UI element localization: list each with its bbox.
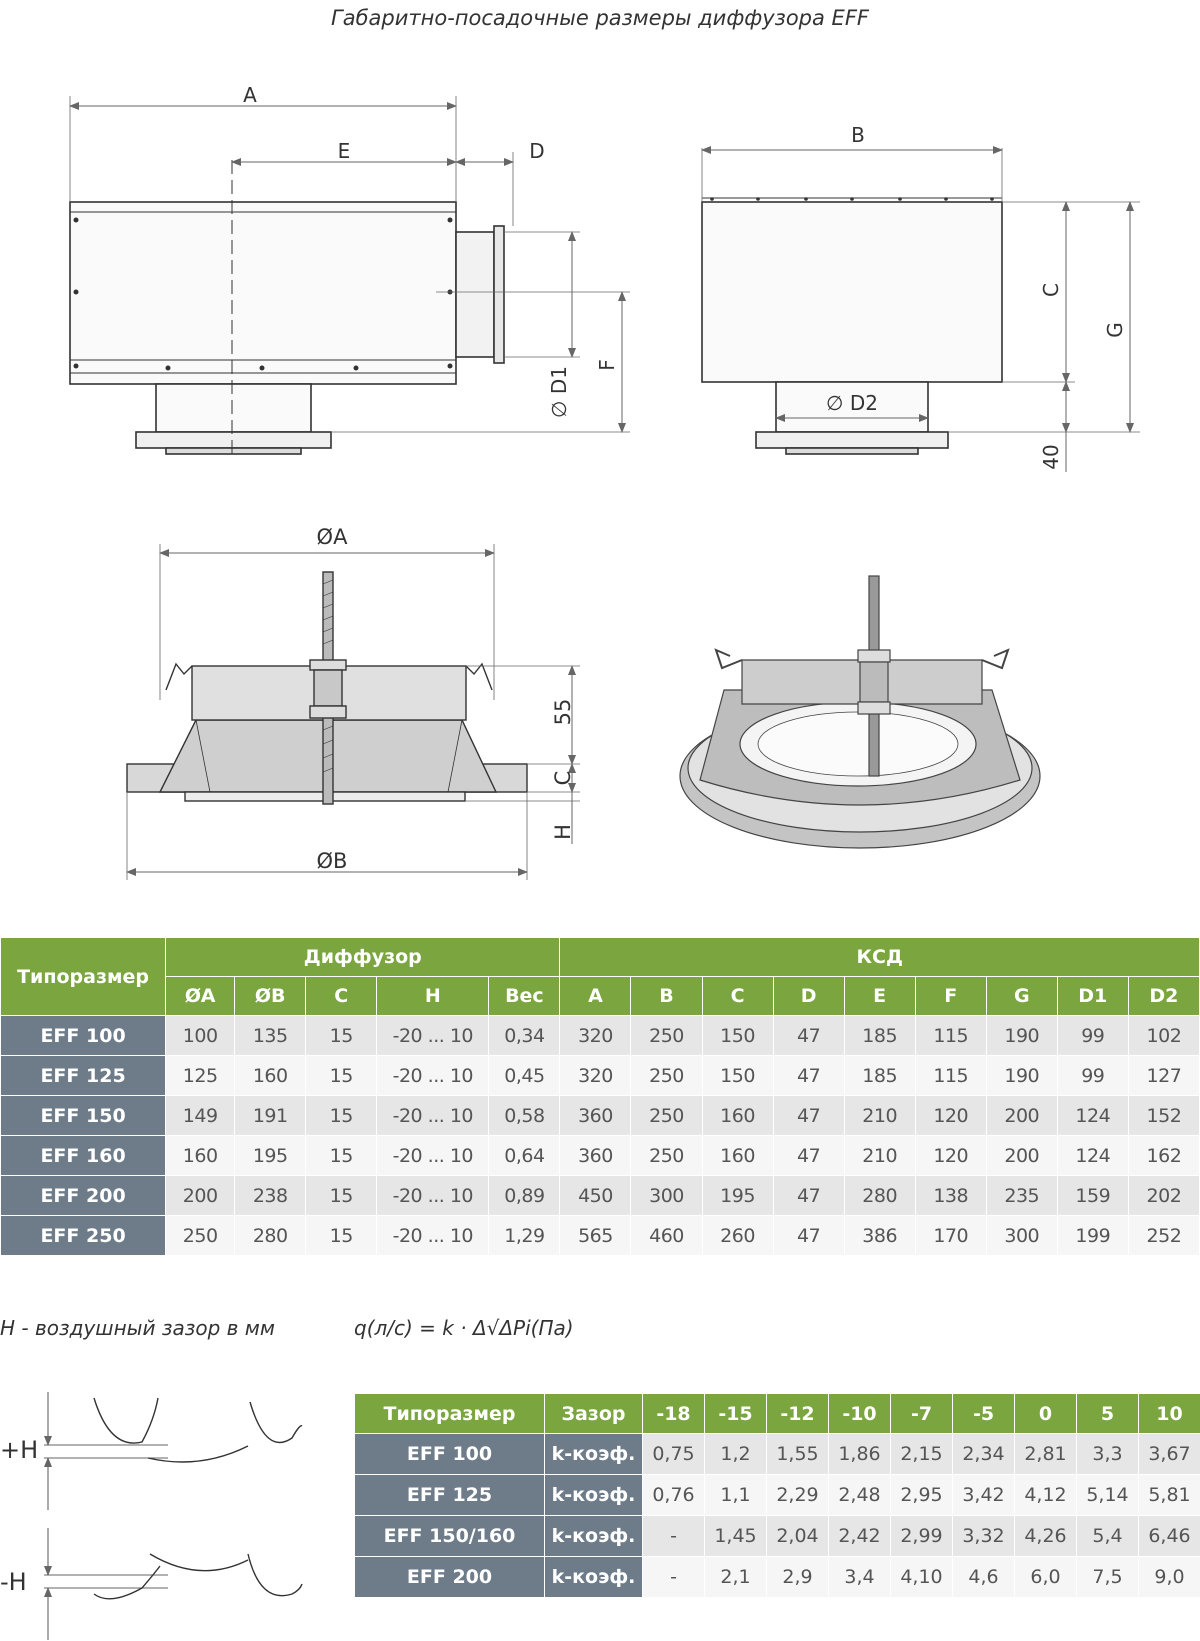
diffuser-3d-illustration — [680, 576, 1040, 848]
table-cell: 170 — [915, 1216, 986, 1256]
col-header: G — [986, 977, 1057, 1016]
table-cell: 300 — [631, 1176, 702, 1216]
table-cell: 195 — [702, 1176, 773, 1216]
table-cell: 185 — [844, 1056, 915, 1096]
table-cell: 202 — [1128, 1176, 1199, 1216]
coefficient-table — [354, 1393, 1200, 1598]
table-cell: 0,75 — [643, 1434, 705, 1475]
col-header: C — [702, 977, 773, 1016]
table-cell: 2,42 — [829, 1516, 891, 1557]
table-cell: 124 — [1057, 1096, 1128, 1136]
table-cell: 160 — [166, 1136, 235, 1176]
page-title: Габаритно-посадочные размеры диффузора EFF — [331, 6, 869, 30]
gap-header: -7 — [891, 1394, 953, 1434]
table-cell: 2,99 — [891, 1516, 953, 1557]
col-header: D — [773, 977, 844, 1016]
group-ksd-header: КСД — [560, 938, 1200, 977]
table-cell: 1,45 — [705, 1516, 767, 1557]
col-type-header: Типоразмер — [355, 1394, 545, 1434]
k-label: k-коэф. — [545, 1516, 643, 1557]
table-cell: -20 ... 10 — [377, 1216, 489, 1256]
table-cell: 127 — [1128, 1056, 1199, 1096]
table-cell: 280 — [844, 1176, 915, 1216]
table-cell: 0,89 — [489, 1176, 560, 1216]
table-row — [1, 1136, 1200, 1176]
col-header: ØA — [166, 977, 235, 1016]
table-cell: 199 — [1057, 1216, 1128, 1256]
table-cell: 200 — [166, 1176, 235, 1216]
table-cell: 250 — [631, 1056, 702, 1096]
table-cell: 120 — [915, 1136, 986, 1176]
table-cell: 47 — [773, 1176, 844, 1216]
table-cell: 0,34 — [489, 1016, 560, 1056]
table-cell: -20 ... 10 — [377, 1176, 489, 1216]
table-cell: 0,45 — [489, 1056, 560, 1096]
gap-header: 0 — [1015, 1394, 1077, 1434]
dimensions-table — [0, 937, 1200, 1256]
gap-header: -15 — [705, 1394, 767, 1434]
table-cell: 138 — [915, 1176, 986, 1216]
table-cell: 160 — [702, 1136, 773, 1176]
row-label: EFF 150 — [1, 1096, 166, 1136]
table-cell: 210 — [844, 1096, 915, 1136]
col-header: D1 — [1057, 977, 1128, 1016]
table-cell: 300 — [986, 1216, 1057, 1256]
dim-40-label: 40 — [1039, 444, 1063, 470]
table-cell: 3,32 — [953, 1516, 1015, 1557]
dim-ob-label: ØB — [316, 849, 348, 873]
table-cell: 565 — [560, 1216, 631, 1256]
table-cell: 5,14 — [1077, 1475, 1139, 1516]
table-cell: 120 — [915, 1096, 986, 1136]
table-cell: -20 ... 10 — [377, 1136, 489, 1176]
table-cell: 386 — [844, 1216, 915, 1256]
table-row — [355, 1475, 1200, 1516]
table-cell: 320 — [560, 1016, 631, 1056]
table-cell: 1,86 — [829, 1434, 891, 1475]
diffuser-section-drawing — [127, 572, 527, 804]
gap-header: -5 — [953, 1394, 1015, 1434]
dim-d2-label: ∅ D2 — [826, 391, 878, 415]
table-cell: 1,2 — [705, 1434, 767, 1475]
table-cell: 100 — [166, 1016, 235, 1056]
col-gap-header: Зазор — [545, 1394, 643, 1434]
table-row — [1, 1056, 1200, 1096]
row-label: EFF 200 — [1, 1176, 166, 1216]
row-label: EFF 200 — [355, 1557, 545, 1598]
col-header: C — [306, 977, 377, 1016]
table-cell: 47 — [773, 1216, 844, 1256]
dim-g-label: G — [1103, 322, 1127, 338]
table-cell: 160 — [702, 1096, 773, 1136]
dim-d1-label: ∅ D1 — [547, 366, 571, 418]
dim-55-label: 55 — [551, 698, 575, 726]
table-cell: 135 — [235, 1016, 306, 1056]
front-view-drawing — [702, 148, 1140, 454]
table-cell: 2,29 — [767, 1475, 829, 1516]
table-cell: 5,4 — [1077, 1516, 1139, 1557]
k-label: k-коэф. — [545, 1434, 643, 1475]
table-cell: 15 — [306, 1016, 377, 1056]
table-cell: - — [643, 1557, 705, 1598]
table-cell: 15 — [306, 1216, 377, 1256]
table-cell: 47 — [773, 1016, 844, 1056]
table-cell: 149 — [166, 1096, 235, 1136]
table-cell: 162 — [1128, 1136, 1199, 1176]
table-cell: 250 — [631, 1136, 702, 1176]
table-cell: 250 — [631, 1096, 702, 1136]
table-cell: 195 — [235, 1136, 306, 1176]
gap-diagram-plus — [44, 1392, 302, 1510]
col-header: ØB — [235, 977, 306, 1016]
table-cell: 47 — [773, 1136, 844, 1176]
table-cell: 2,81 — [1015, 1434, 1077, 1475]
gap-header: -12 — [767, 1394, 829, 1434]
gap-header: 10 — [1139, 1394, 1200, 1434]
table-cell: 2,95 — [891, 1475, 953, 1516]
table-cell: 4,6 — [953, 1557, 1015, 1598]
table-cell: 250 — [166, 1216, 235, 1256]
table-cell: -20 ... 10 — [377, 1056, 489, 1096]
table-row — [1, 1096, 1200, 1136]
table-cell: 3,4 — [829, 1557, 891, 1598]
table-cell: 7,5 — [1077, 1557, 1139, 1598]
dim-oa-label: ØA — [316, 525, 348, 549]
table-cell: 150 — [702, 1056, 773, 1096]
table-row — [355, 1516, 1200, 1557]
table-cell: 15 — [306, 1176, 377, 1216]
col-header: E — [844, 977, 915, 1016]
table-cell: 0,58 — [489, 1096, 560, 1136]
table-row — [1, 1176, 1200, 1216]
table-row — [355, 1434, 1200, 1475]
table-row — [1, 1016, 1200, 1056]
table-cell: 4,12 — [1015, 1475, 1077, 1516]
table-cell: 460 — [631, 1216, 702, 1256]
table-cell: - — [643, 1516, 705, 1557]
table-cell: 9,0 — [1139, 1557, 1200, 1598]
dim-b-label: B — [851, 123, 865, 147]
table-cell: 2,9 — [767, 1557, 829, 1598]
table-cell: 320 — [560, 1056, 631, 1096]
gap-header: -18 — [643, 1394, 705, 1434]
table-cell: 5,81 — [1139, 1475, 1200, 1516]
table-cell: 2,04 — [767, 1516, 829, 1557]
dim-h-label: H — [551, 824, 575, 840]
table-cell: 3,3 — [1077, 1434, 1139, 1475]
table-cell: 238 — [235, 1176, 306, 1216]
table-cell: 160 — [235, 1056, 306, 1096]
dim-f-label: F — [595, 359, 619, 371]
dim-c-label: C — [1039, 283, 1063, 297]
table-cell: 235 — [986, 1176, 1057, 1216]
table-cell: 152 — [1128, 1096, 1199, 1136]
formula-note: q(л/с) = k · Δ√ΔPi(Па) — [354, 1316, 574, 1340]
row-label: EFF 100 — [1, 1016, 166, 1056]
table-cell: 200 — [986, 1096, 1057, 1136]
col-header: A — [560, 977, 631, 1016]
table-cell: 200 — [986, 1136, 1057, 1176]
table-row — [355, 1557, 1200, 1598]
table-cell: 6,0 — [1015, 1557, 1077, 1598]
gap-note: H - воздушный зазор в мм — [0, 1316, 275, 1340]
k-label: k-коэф. — [545, 1475, 643, 1516]
table-cell: 2,34 — [953, 1434, 1015, 1475]
table-cell: 0,76 — [643, 1475, 705, 1516]
table-cell: 99 — [1057, 1056, 1128, 1096]
table-cell: 3,42 — [953, 1475, 1015, 1516]
col-header: B — [631, 977, 702, 1016]
table-cell: 0,64 — [489, 1136, 560, 1176]
gap-header: -10 — [829, 1394, 891, 1434]
col-header: Вес — [489, 977, 560, 1016]
table-cell: 115 — [915, 1056, 986, 1096]
table-cell: 47 — [773, 1056, 844, 1096]
table-cell: 15 — [306, 1056, 377, 1096]
table-cell: 2,48 — [829, 1475, 891, 1516]
table-cell: 252 — [1128, 1216, 1199, 1256]
table-cell: 2,1 — [705, 1557, 767, 1598]
table-cell: 360 — [560, 1096, 631, 1136]
table-cell: 250 — [631, 1016, 702, 1056]
table-cell: 191 — [235, 1096, 306, 1136]
row-label: EFF 125 — [1, 1056, 166, 1096]
table-cell: 15 — [306, 1096, 377, 1136]
table-cell: -20 ... 10 — [377, 1096, 489, 1136]
dim-a-label: A — [243, 83, 257, 107]
col-header: H — [377, 977, 489, 1016]
table-cell: 190 — [986, 1056, 1057, 1096]
row-label: EFF 250 — [1, 1216, 166, 1256]
table-cell: 1,55 — [767, 1434, 829, 1475]
group-diffuser-header: Диффузор — [166, 938, 560, 977]
table-cell: 3,67 — [1139, 1434, 1200, 1475]
table-cell: 47 — [773, 1096, 844, 1136]
row-label: EFF 100 — [355, 1434, 545, 1475]
minus-h-label: -H — [0, 1568, 27, 1596]
k-label: k-коэф. — [545, 1557, 643, 1598]
row-label: EFF 150/160 — [355, 1516, 545, 1557]
table-cell: 99 — [1057, 1016, 1128, 1056]
table-cell: 280 — [235, 1216, 306, 1256]
row-label: EFF 160 — [1, 1136, 166, 1176]
table-cell: 185 — [844, 1016, 915, 1056]
table-cell: 15 — [306, 1136, 377, 1176]
col-header: D2 — [1128, 977, 1199, 1016]
col-header: F — [915, 977, 986, 1016]
table-cell: 4,10 — [891, 1557, 953, 1598]
table-cell: 2,15 — [891, 1434, 953, 1475]
table-cell: 190 — [986, 1016, 1057, 1056]
table-cell: 1,1 — [705, 1475, 767, 1516]
plus-h-label: +H — [0, 1436, 39, 1464]
table-cell: 125 — [166, 1056, 235, 1096]
table-cell: 210 — [844, 1136, 915, 1176]
table-cell: 115 — [915, 1016, 986, 1056]
table-cell: 1,29 — [489, 1216, 560, 1256]
gap-header: 5 — [1077, 1394, 1139, 1434]
table-cell: 450 — [560, 1176, 631, 1216]
gap-diagram-minus — [44, 1528, 302, 1640]
col-type-header: Типоразмер — [1, 938, 166, 1016]
table-cell: -20 ... 10 — [377, 1016, 489, 1056]
dim-e-label: E — [337, 139, 351, 163]
table-cell: 102 — [1128, 1016, 1199, 1056]
dim-c2-label: C — [551, 770, 575, 786]
dim-d-label: D — [529, 139, 545, 163]
row-label: EFF 125 — [355, 1475, 545, 1516]
table-cell: 124 — [1057, 1136, 1128, 1176]
table-cell: 159 — [1057, 1176, 1128, 1216]
table-cell: 260 — [702, 1216, 773, 1256]
table-row — [1, 1216, 1200, 1256]
table-cell: 360 — [560, 1136, 631, 1176]
table-cell: 150 — [702, 1016, 773, 1056]
table-cell: 4,26 — [1015, 1516, 1077, 1557]
table-cell: 6,46 — [1139, 1516, 1200, 1557]
